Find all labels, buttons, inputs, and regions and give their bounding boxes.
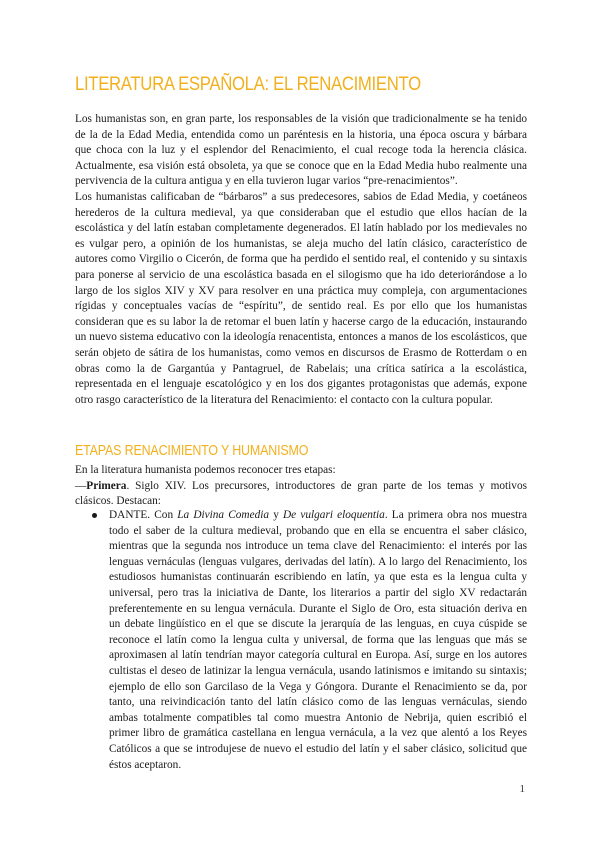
intro-text (75, 112, 527, 408)
bullet-icon (92, 513, 97, 518)
bullet-text (109, 508, 527, 773)
paragraph: Los humanistas son, en gran parte, los responsables de la visión que tradicionalmente se ha tenido de la de la Edad Media, entendida como un paréntesis en la historia, una época oscura y bárbara que choca con la luz y el esplendor del Renacimiento, el cual recoge toda la herencia clásica. Actualmente, esa visión está obsoleta, ya que se conoce que en la Edad Media hubo realmente una pervivencia de la cultura antigua y en ella tuvieron lugar varios “pre-renacimientos”. (75, 113, 527, 188)
bullet-body: . La primera obra nos muestra todo el saber de la cultura medieval, probando que en ella se encuentra el saber clásico, mientras que la segunda nos introduce un tema clave del Renacimiento: el interés por las lenguas vernáculas (lenguas vulgares, derivadas del latín). A lo largo del Renacimiento, los estudiosos humanistas continuarán escribiendo en latín, ya que esta es la lengua culta y universal, pero tras la iniciativa de Dante, los literarios a partir del siglo XV redactarán preferentemente en su lengua vernácula. Durante el Siglo de Oro, esta situación deriva en un debate lingüístico en el que se discute la jerarquía de las lenguas, en cuya cúspide se reconoce el latín como la lengua culta y universal, de forma que las lenguas que más se aproximasen al latín tendrían mayor categoría cultural en Europa. Así, surge en los autores cultistas el deseo de latinizar la lengua vernácula, usando latinismos e imitando su sintaxis; ejemplo de ello son Garcilaso de la Vega y Góngora. Durante el Renacimiento se da, por tanto, una reivindicación tanto del latín clásico como de las lenguas vernáculas, siendo ambas totalmente compatibles tal como muestra Antonio de Nebrija, quien escribió el primer libro de gramática castellana en lengua vernácula, a la vez que alentó a los Reyes Católicos a que se introdujese de nuevo el estudio del latín y el saber clásico, solicitud que éstos aceptaron. (109, 509, 528, 771)
work-title: La Divina Comedia (177, 509, 270, 521)
stage-dash: — (75, 479, 87, 492)
stages-intro: En la literatura humanista podemos reconocer tres etapas: (75, 464, 336, 476)
stage-description: . Siglo XIV. Los precursores, introductores de gran parte de los temas y motivos clásicos. Destacan: (75, 479, 527, 508)
stage-first (75, 479, 527, 510)
connector: y (269, 509, 284, 521)
bullet-list (92, 508, 527, 773)
section-title: ETAPAS RENACIMIENTO Y HUMANISMO (75, 443, 309, 459)
paragraph: Los humanistas calificaban de “bárbaros” a sus predecesores, sabios de Edad Media, y coetáneos herederos de la cultura medieval, ya que consideraban que el estudio que ellos hacían de la escolástica y del latín estaban completamente degenerados. El latín hablado por los medievales no es vulgar pero, a opinión de los humanistas, se aleja mucho del latín clásico, característico de autores como Virgilio o Cicerón, de forma que ha perdido el sentido real, el contenido y su sintaxis para ponerse al servicio de una escolástica basada en el silogismo que ha ido deteriorándose a lo largo de los siglos XIV y XV para resolver en una práctica muy compleja, con argumentaciones rígidas y conceptuales vacías de “espíritu”, de sentido real. Es por ello que los humanistas consideran que es su labor la de retomar el buen latín y hacerse cargo de la educación, instaurando un nuevo sistema educativo con la ideología renacentista, entonces a manos de los escolásticos, que serán objeto de sátira de los humanistas, como vemos en discursos de Erasmo de Rotterdam o en obras como la de Gargantúa y Pantagruel, de Rabelais; una crítica satírica a la escolástica, representada en el lenguaje escatológico y en los dos gigantes protagonistas que además, expone otro rasgo característico de la literatura del Renacimiento: el contacto con la cultura popular. (75, 190, 527, 406)
stage-label: Primera (86, 479, 127, 492)
stages-section (75, 463, 527, 510)
work-title: De vulgari eloquentia (283, 509, 385, 521)
page-number: 1 (519, 783, 525, 795)
list-item (92, 508, 527, 773)
document-title: LITERATURA ESPAÑOLA: EL RENACIMIENTO (75, 73, 421, 95)
bullet-lead: DANTE. Con (109, 509, 178, 521)
